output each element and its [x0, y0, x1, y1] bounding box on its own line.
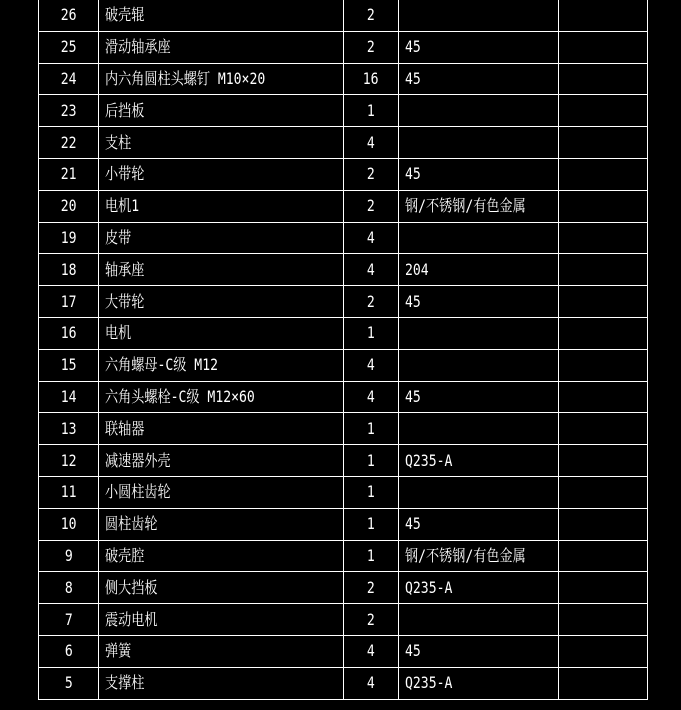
material-cell-text: Q235-A: [405, 577, 453, 597]
item-number-cell: [39, 254, 99, 286]
material-cell-text: 45: [405, 386, 421, 406]
table-row: [39, 0, 648, 31]
quantity-cell: [344, 158, 399, 190]
table-row: [39, 31, 648, 63]
item-number-cell-text: 25: [60, 37, 77, 57]
quantity-cell-text: 2: [367, 164, 375, 184]
item-number-cell: [39, 349, 99, 381]
remarks-cell: [559, 540, 648, 572]
item-number-cell-text: 14: [60, 386, 77, 406]
material-cell: [399, 667, 559, 699]
part-name-cell-text: 大带轮: [105, 291, 145, 311]
table-row: [39, 604, 648, 636]
material-cell: [399, 286, 559, 318]
quantity-cell: [344, 127, 399, 159]
quantity-cell-text: 16: [363, 68, 379, 88]
item-number-cell: [39, 540, 99, 572]
part-name-cell-text: 圆柱齿轮: [105, 514, 158, 534]
part-name-cell-text: 减速器外壳: [105, 450, 171, 470]
quantity-cell: [344, 381, 399, 413]
parts-list-table: [38, 0, 648, 700]
table-row: [39, 476, 648, 508]
quantity-cell-text: 4: [367, 227, 375, 247]
material-cell-text: 45: [405, 514, 421, 534]
material-cell: [399, 317, 559, 349]
material-cell: [399, 635, 559, 667]
table-row: [39, 349, 648, 381]
quantity-cell: [344, 413, 399, 445]
part-name-cell: [99, 635, 344, 667]
part-name-cell-text: 后挡板: [105, 100, 145, 120]
remarks-cell: [559, 604, 648, 636]
table-row: [39, 317, 648, 349]
item-number-cell: [39, 317, 99, 349]
table-row: [39, 381, 648, 413]
quantity-cell: [344, 95, 399, 127]
table-row: [39, 445, 648, 477]
item-number-cell: [39, 95, 99, 127]
item-number-cell-text: 17: [60, 291, 77, 311]
material-cell: [399, 158, 559, 190]
part-name-cell: [99, 63, 344, 95]
quantity-cell: [344, 476, 399, 508]
remarks-cell: [559, 190, 648, 222]
item-number-cell-text: 6: [64, 641, 73, 661]
remarks-cell: [559, 254, 648, 286]
quantity-cell-text: 2: [367, 37, 375, 57]
remarks-cell: [559, 222, 648, 254]
remarks-cell: [559, 476, 648, 508]
part-name-cell-text: 滑动轴承座: [105, 37, 171, 57]
quantity-cell-text: 4: [367, 386, 375, 406]
item-number-cell-text: 7: [64, 609, 73, 629]
material-cell-text: 45: [405, 291, 421, 311]
item-number-cell-text: 9: [64, 545, 73, 565]
part-name-cell: [99, 540, 344, 572]
table-row: [39, 222, 648, 254]
remarks-cell: [559, 349, 648, 381]
item-number-cell-text: 24: [60, 68, 77, 88]
quantity-cell: [344, 317, 399, 349]
part-name-cell: [99, 572, 344, 604]
material-cell: [399, 413, 559, 445]
quantity-cell: [344, 540, 399, 572]
quantity-cell: [344, 604, 399, 636]
remarks-cell: [559, 667, 648, 699]
remarks-cell: [559, 0, 648, 31]
part-name-cell-text: 电机1: [105, 196, 140, 216]
item-number-cell: [39, 31, 99, 63]
remarks-cell: [559, 31, 648, 63]
remarks-cell: [559, 413, 648, 445]
item-number-cell-text: 8: [64, 577, 73, 597]
part-name-cell: [99, 667, 344, 699]
item-number-cell: [39, 604, 99, 636]
item-number-cell: [39, 0, 99, 31]
remarks-cell: [559, 381, 648, 413]
item-number-cell: [39, 476, 99, 508]
table-row: [39, 63, 648, 95]
part-name-cell: [99, 158, 344, 190]
table-row: [39, 127, 648, 159]
quantity-cell-text: 4: [367, 641, 375, 661]
part-name-cell: [99, 381, 344, 413]
item-number-cell: [39, 667, 99, 699]
material-cell-text: 45: [405, 641, 421, 661]
item-number-cell: [39, 445, 99, 477]
item-number-cell: [39, 635, 99, 667]
material-cell-text: Q235-A: [405, 450, 453, 470]
item-number-cell-text: 11: [60, 482, 77, 502]
remarks-cell: [559, 508, 648, 540]
part-name-cell-text: 支柱: [105, 132, 132, 152]
table-row: [39, 286, 648, 318]
part-name-cell-text: 破壳辊: [105, 5, 145, 25]
quantity-cell-text: 4: [367, 259, 375, 279]
remarks-cell: [559, 127, 648, 159]
part-name-cell: [99, 254, 344, 286]
remarks-cell: [559, 286, 648, 318]
item-number-cell-text: 16: [60, 323, 77, 343]
quantity-cell: [344, 667, 399, 699]
quantity-cell-text: 1: [367, 514, 375, 534]
item-number-cell-text: 22: [60, 132, 77, 152]
quantity-cell-text: 4: [367, 132, 375, 152]
item-number-cell: [39, 413, 99, 445]
quantity-cell: [344, 222, 399, 254]
item-number-cell: [39, 381, 99, 413]
quantity-cell-text: 2: [367, 577, 375, 597]
material-cell: [399, 254, 559, 286]
table-row: [39, 95, 648, 127]
item-number-cell: [39, 158, 99, 190]
quantity-cell: [344, 349, 399, 381]
item-number-cell-text: 13: [60, 418, 77, 438]
remarks-cell: [559, 572, 648, 604]
quantity-cell: [344, 635, 399, 667]
material-cell: [399, 476, 559, 508]
item-number-cell-text: 5: [64, 673, 73, 693]
material-cell: [399, 508, 559, 540]
part-name-cell: [99, 286, 344, 318]
quantity-cell-text: 2: [367, 196, 375, 216]
part-name-cell-text: 小圆柱齿轮: [105, 482, 171, 502]
remarks-cell: [559, 63, 648, 95]
part-name-cell: [99, 31, 344, 63]
part-name-cell: [99, 476, 344, 508]
material-cell: [399, 190, 559, 222]
part-name-cell: [99, 222, 344, 254]
material-cell-text: 204: [405, 259, 429, 279]
parts-list-body: [39, 0, 648, 699]
quantity-cell-text: 2: [367, 5, 375, 25]
part-name-cell-text: 支撑柱: [105, 673, 145, 693]
quantity-cell: [344, 572, 399, 604]
quantity-cell-text: 2: [367, 291, 375, 311]
part-name-cell-text: 内六角圆柱头螺钉 M10×20: [105, 68, 266, 88]
part-name-cell: [99, 349, 344, 381]
item-number-cell-text: 15: [60, 355, 77, 375]
table-row: [39, 540, 648, 572]
material-cell-text: Q235-A: [405, 673, 453, 693]
material-cell: [399, 381, 559, 413]
material-cell: [399, 604, 559, 636]
table-row: [39, 635, 648, 667]
item-number-cell-text: 23: [60, 100, 77, 120]
part-name-cell-text: 电机: [105, 323, 132, 343]
material-cell-text: 45: [405, 68, 421, 88]
part-name-cell-text: 侧大挡板: [105, 577, 158, 597]
material-cell: [399, 0, 559, 31]
table-row: [39, 413, 648, 445]
table-row: [39, 667, 648, 699]
material-cell-text: 钢/不锈钢/有色金属: [405, 196, 526, 216]
item-number-cell: [39, 222, 99, 254]
part-name-cell: [99, 127, 344, 159]
item-number-cell-text: 19: [60, 227, 77, 247]
quantity-cell: [344, 190, 399, 222]
table-row: [39, 190, 648, 222]
material-cell: [399, 349, 559, 381]
material-cell-text: 45: [405, 37, 421, 57]
item-number-cell-text: 18: [60, 259, 77, 279]
part-name-cell-text: 联轴器: [105, 418, 145, 438]
remarks-cell: [559, 635, 648, 667]
quantity-cell: [344, 445, 399, 477]
quantity-cell: [344, 63, 399, 95]
item-number-cell-text: 20: [60, 196, 77, 216]
item-number-cell-text: 12: [60, 450, 77, 470]
quantity-cell-text: 4: [367, 673, 375, 693]
part-name-cell: [99, 95, 344, 127]
material-cell: [399, 540, 559, 572]
quantity-cell-text: 1: [367, 545, 375, 565]
part-name-cell: [99, 508, 344, 540]
part-name-cell-text: 六角螺母-C级 M12: [105, 355, 219, 375]
material-cell: [399, 572, 559, 604]
item-number-cell: [39, 286, 99, 318]
quantity-cell: [344, 508, 399, 540]
part-name-cell-text: 弹簧: [105, 641, 132, 661]
part-name-cell: [99, 190, 344, 222]
part-name-cell-text: 破壳腔: [105, 545, 145, 565]
part-name-cell-text: 六角头螺栓-C级 M12×60: [105, 386, 255, 406]
table-row: [39, 572, 648, 604]
item-number-cell-text: 10: [60, 514, 77, 534]
material-cell: [399, 127, 559, 159]
quantity-cell: [344, 286, 399, 318]
material-cell: [399, 95, 559, 127]
quantity-cell: [344, 31, 399, 63]
quantity-cell-text: 1: [367, 100, 375, 120]
part-name-cell: [99, 0, 344, 31]
table-row: [39, 508, 648, 540]
item-number-cell: [39, 572, 99, 604]
remarks-cell: [559, 445, 648, 477]
item-number-cell: [39, 63, 99, 95]
material-cell-text: 45: [405, 164, 421, 184]
table-row: [39, 254, 648, 286]
material-cell: [399, 31, 559, 63]
material-cell: [399, 222, 559, 254]
quantity-cell-text: 1: [367, 418, 375, 438]
material-cell: [399, 445, 559, 477]
quantity-cell-text: 1: [367, 323, 375, 343]
part-name-cell: [99, 317, 344, 349]
quantity-cell-text: 2: [367, 609, 375, 629]
quantity-cell-text: 1: [367, 482, 375, 502]
item-number-cell-text: 21: [60, 164, 77, 184]
material-cell: [399, 63, 559, 95]
part-name-cell: [99, 445, 344, 477]
part-name-cell-text: 小带轮: [105, 164, 145, 184]
material-cell-text: 钢/不锈钢/有色金属: [405, 545, 526, 565]
remarks-cell: [559, 317, 648, 349]
table-row: [39, 158, 648, 190]
remarks-cell: [559, 95, 648, 127]
quantity-cell: [344, 254, 399, 286]
item-number-cell: [39, 508, 99, 540]
item-number-cell: [39, 127, 99, 159]
remarks-cell: [559, 158, 648, 190]
part-name-cell: [99, 413, 344, 445]
part-name-cell-text: 震动电机: [105, 609, 158, 629]
item-number-cell-text: 26: [60, 5, 77, 25]
item-number-cell: [39, 190, 99, 222]
quantity-cell: [344, 0, 399, 31]
part-name-cell-text: 皮带: [105, 227, 132, 247]
quantity-cell-text: 1: [367, 450, 375, 470]
part-name-cell: [99, 604, 344, 636]
quantity-cell-text: 4: [367, 355, 375, 375]
part-name-cell-text: 轴承座: [105, 259, 145, 279]
